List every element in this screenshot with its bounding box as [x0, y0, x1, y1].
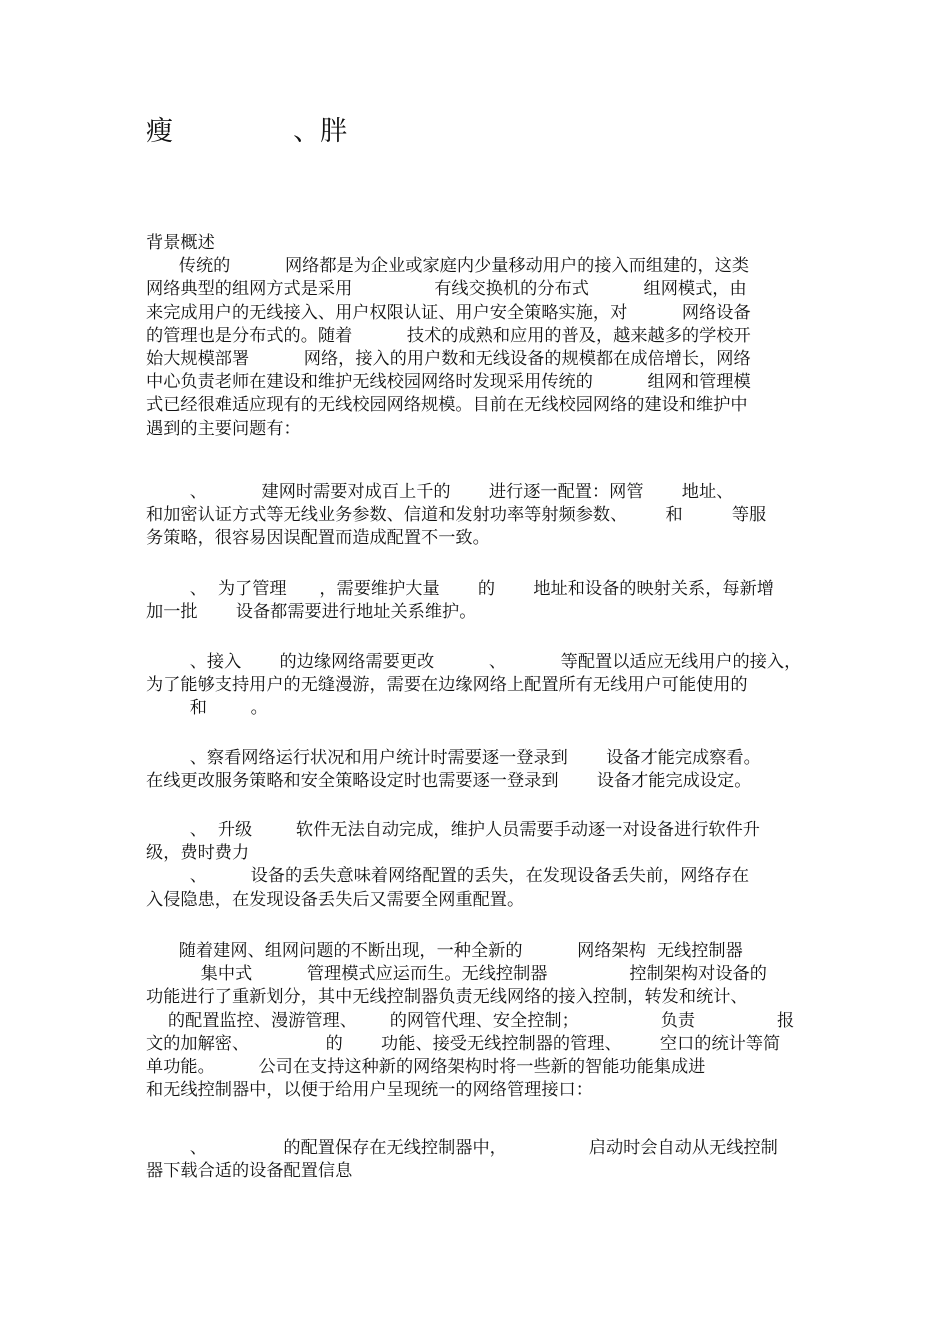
text-line: 级，费时费力 — [146, 843, 250, 864]
text-line: 的配置监控、漫游管理、 的网管代理、安全控制； 负责 报 — [146, 1010, 795, 1031]
text-line: 、 的配置保存在无线控制器中， 启动时会自动从无线控制 — [146, 1138, 778, 1158]
text-line: 随着建网、组网问题的不断出现，一种全新的 网络架构 无线控制器 — [146, 941, 743, 961]
section-solution — [146, 940, 810, 1102]
section-background — [146, 232, 810, 441]
text-line: 、 为了管理 ，需要维护大量 的 地址和设备的映射关系，每新增 — [146, 579, 774, 599]
text-line: 入侵隐患，在发现设备丢失后又需要全网重配置。 — [146, 889, 525, 910]
text-line: 的管理也是分布式的。随着 技术的成熟和应用的普及，越来越多的学校开 — [146, 325, 751, 346]
text-line: 遇到的主要问题有： — [146, 418, 301, 439]
text-line: 始大规模部署 网络，接入的用户数和无线设备的规模都在成倍增长，网络 — [146, 348, 751, 369]
text-line: 传统的 网络都是为企业或家庭内少量移动用户的接入而组建的，这类 — [146, 256, 750, 277]
text-line: 、察看网络运行状况和用户统计时需要逐一登录到 设备才能完成察看。 — [146, 748, 761, 768]
text-line: 为了能够支持用户的无缝漫游，需要在边缘网络上配置所有无线用户可能使用的 — [146, 675, 748, 696]
text-line: 中心负责老师在建设和维护无线校园网络时发现采用传统的 组网和管理模 — [146, 372, 751, 393]
text-line: 和 。 — [146, 698, 268, 719]
text-line: 、接入 的边缘网络需要更改 、 等配置以适应无线用户的接入， — [146, 652, 802, 672]
page-title: 瘦 、胖 — [146, 116, 348, 147]
text-line: 来完成用户的无线接入、用户权限认证、用户安全策略实施，对 网络设备 — [146, 302, 751, 323]
section-heading: 背景概述 — [146, 233, 215, 253]
problem-item-2 — [146, 578, 810, 624]
text-line: 网络典型的组网方式是采用 有线交换机的分布式 组网模式，由 — [146, 279, 747, 300]
text-line: 器下载合适的设备配置信息 — [146, 1161, 353, 1182]
text-line: 和加密认证方式等无线业务参数、信道和发射功率等射频参数、 和 等服 — [146, 505, 767, 526]
problem-item-5-6 — [146, 819, 810, 912]
text-line: 集中式 管理模式应运而生。无线控制器 控制架构对设备的 — [146, 964, 767, 985]
problem-item-3 — [146, 651, 810, 721]
text-line: 和无线控制器中，以便于给用户呈现统一的网络管理接口： — [146, 1080, 593, 1101]
text-line: 单功能。 公司在支持这种新的网络架构时将一些新的智能功能集成进 — [146, 1056, 706, 1077]
text-line: 功能进行了重新划分，其中无线控制器负责无线网络的接入控制，转发和统计、 — [146, 987, 748, 1008]
text-line: 、 建网时需要对成百上千的 进行逐一配置：网管 地址、 — [146, 482, 734, 502]
problem-item-4 — [146, 747, 810, 793]
text-line: 在线更改服务策略和安全策略设定时也需要逐一登录到 设备才能完成设定。 — [146, 771, 752, 792]
text-line: 文的加解密、 的 功能、接受无线控制器的管理、 空口的统计等简 — [146, 1033, 781, 1054]
text-line: 务策略，很容易因误配置而造成配置不一致。 — [146, 528, 490, 549]
text-line: 式已经很难适应现有的无线校园网络规模。目前在无线校园网络的建设和维护中 — [146, 395, 748, 416]
feature-item-1 — [146, 1137, 810, 1183]
problem-item-1 — [146, 481, 810, 551]
text-line: 加一批 设备都需要进行地址关系维护。 — [146, 602, 477, 623]
text-line: 、 设备的丢失意味着网络配置的丢失，在发现设备丢失前，网络存在 — [146, 866, 750, 887]
text-line: 、 升级 软件无法自动完成，维护人员需要手动逐一对设备进行软件升 — [146, 820, 760, 840]
